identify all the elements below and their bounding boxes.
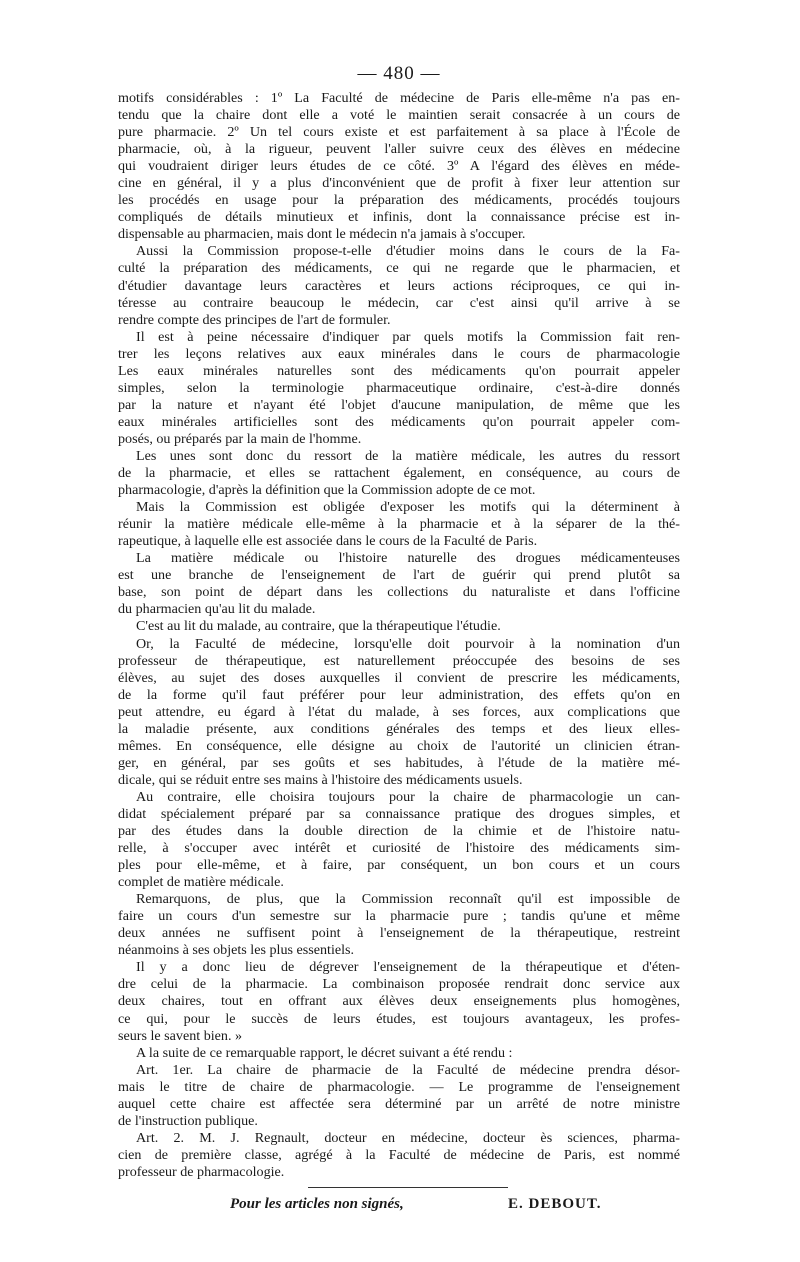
text-line: Les unes sont donc du ressort de la matière médicale, les autres du ressort xyxy=(136,447,680,464)
text-line: dispensable au pharmacien, mais dont le médecin n'a jamais à s'occuper. xyxy=(118,226,526,243)
signature: E. DEBOUT. xyxy=(508,1196,602,1212)
document-page xyxy=(118,62,680,1218)
text-line: rendre compte des principes de l'art de formuler. xyxy=(118,311,391,328)
text-line: de l'instruction publique. xyxy=(118,1112,258,1129)
text-line: professeur de thérapeutique, est naturellement préoccupée des besoins de ses xyxy=(118,652,680,669)
text-line: Au contraire, elle choisira toujours pour la chaire de pharmacologie un can- xyxy=(136,788,680,805)
text-line: Il est à peine nécessaire d'indiquer par quels motifs la Commission fait ren- xyxy=(136,328,680,345)
text-line: ger, en général, par ses goûts et ses habitudes, à l'étude de la matière mé- xyxy=(118,754,680,771)
text-line: professeur de pharmacologie. xyxy=(118,1163,285,1180)
text-line: par des études dans la double direction de la chimie et de l'histoire natu- xyxy=(118,823,680,840)
text-line: La matière médicale ou l'histoire naturelle des drogues médicamenteuses xyxy=(136,550,680,567)
body-text xyxy=(118,90,680,1181)
text-line: motifs considérables : 1º La Faculté de médecine de Paris elle-même n'a pas en- xyxy=(118,90,680,106)
page-number: — 480 — xyxy=(357,63,441,84)
text-line: peut attendre, eu égard à l'état du malade, à ses forces, aux complications que xyxy=(118,703,680,720)
text-line: la maladie présente, aux conditions générales des temps et des lieux elles- xyxy=(118,720,680,737)
text-line: est une branche de l'enseignement de l'art de guérir qui prend plutôt sa xyxy=(118,567,680,584)
text-line: complet de matière médicale. xyxy=(118,874,284,891)
footer-rule xyxy=(308,1187,508,1188)
text-line: deux chaires, tout en offrant aux élèves deux enseignements plus homogènes, xyxy=(118,993,680,1010)
text-line: d'étudier davantage leurs caractères et leurs actions réciproques, ce qui in- xyxy=(118,277,680,294)
text-line: élèves, au sujet des doses auxquelles il convient de prescrire les médicaments, xyxy=(118,669,680,686)
text-line: dre celui de la pharmacie. La combinaison proposée rendrait donc service aux xyxy=(118,976,680,993)
text-line: pharmacie, où, à la rigueur, peuvent l'aller suivre ceux des élèves en médecine xyxy=(118,141,680,158)
text-line: téresse au contraire beaucoup le médecin, car c'est ainsi qu'il arrive à se xyxy=(118,294,680,311)
text-line: Art. 1er. La chaire de pharmacie de la Faculté de médecine prendra désor- xyxy=(136,1061,680,1078)
footer xyxy=(118,1196,680,1218)
text-line: culté la préparation des médicaments, ce qui ne regarde que le pharmacien, et xyxy=(118,260,680,277)
text-line: Il y a donc lieu de dégrever l'enseignement de la thérapeutique et d'éten- xyxy=(136,959,680,976)
text-line: cine en général, il y a plus d'inconvénient que de profit à fixer leur attention sur xyxy=(118,175,680,192)
text-line: réunir la matière médicale elle-même à la pharmacie et à la séparer de la thé- xyxy=(118,516,680,533)
text-line: C'est au lit du malade, au contraire, que la thérapeutique l'étudie. xyxy=(136,618,501,635)
text-line: Remarquons, de plus, que la Commission reconnaît qu'il est impossible de xyxy=(136,891,680,908)
footer-note: Pour les articles non signés, xyxy=(230,1196,404,1212)
text-line: compliqués de détails minutieux et infinis, dont la connaissance précise est in- xyxy=(118,209,680,226)
text-line: mais le titre de chaire de pharmacologie. — Le programme de l'enseignement xyxy=(118,1078,680,1095)
text-line: de la pharmacie, et elles se rattachent également, en conséquence, au cours de xyxy=(118,465,680,482)
text-line: ce qui, pour le succès de leurs études, est toujours avantageux, les profes- xyxy=(118,1010,680,1027)
text-line: dicale, qui se réduit entre ses mains à l'histoire des médicaments usuels. xyxy=(118,771,523,788)
text-line: ples pour elle-même, et à faire, par conséquent, un bon cours et un cours xyxy=(118,857,680,874)
text-line: seurs le savent bien. » xyxy=(118,1027,243,1044)
text-line: les procédés en usage pour la préparation des médicaments, procédés toujours xyxy=(118,192,680,209)
text-line: mêmes. En conséquence, elle désigne au choix de l'autorité un clinicien étran- xyxy=(118,737,680,754)
text-line: Aussi la Commission propose-t-elle d'étudier moins dans le cours de la Fa- xyxy=(136,243,680,260)
text-line: simples, selon la terminologie pharmaceutique ordinaire, c'est-à-dire donnés xyxy=(118,379,680,396)
text-line: tendu que la chaire dont elle a voté le maintien serait consacrée à un cours de xyxy=(118,107,680,124)
text-line: du pharmacien qu'au lit du malade. xyxy=(118,601,316,618)
text-line: trer les leçons relatives aux eaux minérales dans le cours de pharmacologie xyxy=(118,345,680,362)
text-line: A la suite de ce remarquable rapport, le décret suivant a été rendu : xyxy=(136,1044,513,1061)
text-line: auquel cette chaire est affectée sera déterminé par un arrêté de notre ministre xyxy=(118,1095,680,1112)
text-line: base, son point de départ dans les collections du naturaliste et dans l'officine xyxy=(118,584,680,601)
text-line: pure pharmacie. 2º Un tel cours existe et est parfaitement à sa place à l'École de xyxy=(118,124,680,141)
text-line: Les eaux minérales naturelles sont des médicaments qu'on pourrait appeler xyxy=(118,362,680,379)
text-line: rapeutique, à laquelle elle est associée dans le cours de la Faculté de Paris. xyxy=(118,533,538,550)
text-line: Mais la Commission est obligée d'exposer les motifs qui la déterminent à xyxy=(136,499,680,516)
text-line: deux années ne suffisent point à l'enseignement de la thérapeutique, restreint xyxy=(118,925,680,942)
text-line: Or, la Faculté de médecine, lorsqu'elle doit pourvoir à la nomination d'un xyxy=(136,635,680,652)
text-line: eaux minérales artificielles sont des médicaments qu'on pourrait appeler com- xyxy=(118,413,680,430)
text-line: qui voudraient diriger leurs études de ce côté. 3º A l'égard des élèves en méde- xyxy=(118,158,680,175)
text-line: néanmoins à ses objets les plus essentiels. xyxy=(118,942,355,959)
text-line: pharmacologie, d'après la définition que la Commission adopte de ce mot. xyxy=(118,482,536,499)
text-line: faire un cours d'un semestre sur la pharmacie pure ; tandis qu'une et même xyxy=(118,908,680,925)
text-line: de la forme qu'il faut préférer pour leur administration, des effets qu'on en xyxy=(118,686,680,703)
text-line: relle, à s'occuper avec intérêt et curiosité de l'histoire des médicaments sim- xyxy=(118,840,680,857)
text-line: par la nature et n'ayant été l'objet d'aucune manipulation, de même que les xyxy=(118,396,680,413)
text-line: posés, ou préparés par la main de l'homme. xyxy=(118,430,362,447)
text-line: Art. 2. M. J. Regnault, docteur en médecine, docteur ès sciences, pharma- xyxy=(136,1129,680,1146)
text-line: didat spécialement préparé par sa connaissance pratique des drogues simples, et xyxy=(118,805,680,822)
text-line: cien de première classe, agrégé à la Faculté de médecine de Paris, est nommé xyxy=(118,1146,680,1163)
